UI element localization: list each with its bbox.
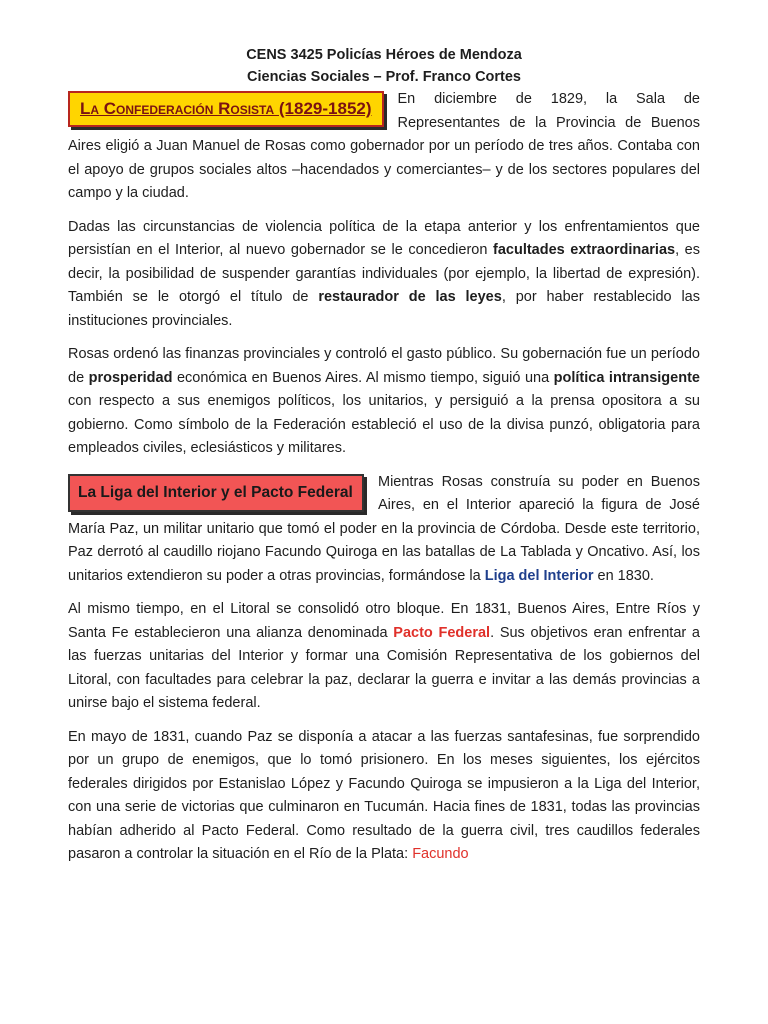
paragraph-text: En diciembre de 1829, la Sala de Representantes de la Provincia de Buenos Aires eligió a Juan Manuel de Rosas como gobernador por un período de tres años. Contaba con el apoyo de grupos sociales altos –hacendados y comerciantes– y de los sectores populares del campo y la ciudad. — [68, 91, 700, 201]
paragraph — [68, 726, 700, 867]
section-confederacion-rosista — [68, 88, 700, 461]
paragraph-text: , es decir, la posibilidad de suspender garantías individuales (por ejemplo, la libertad de expresión). También se le otorgó el título de — [68, 242, 701, 305]
paragraph-text: Rosas ordenó las finanzas provinciales y controló el gasto público. Su gobernación fue un período de — [68, 346, 700, 386]
bold-term: restaurador de las leyes — [318, 289, 502, 305]
paragraph-text: Al mismo tiempo, en el Litoral se consolidó otro bloque. En 1831, Buenos Aires, Entre Ríos y Santa Fe establecieron una alianza denominada — [68, 601, 700, 641]
school-name: CENS 3425 Policías Héroes de Mendoza — [246, 47, 522, 63]
paragraph-text: con respecto a sus enemigos políticos, los unitarios, y persiguió a la prensa opositora a su gobierno. Como símbolo de la Federación estableció el uso de la divisa punzó, obligatoria para empleados civiles, eclesiásticos y militares. — [68, 393, 700, 456]
paragraph-text: En mayo de 1831, cuando Paz se disponía a atacar a las fuerzas santafesinas, fue sorprendido por un grupo de enemigos, que lo tomó prisionero. En los meses siguientes, los ejércitos federales dirigidos por Estanislao López y Facundo Quiroga se impusieron a la Liga del Interior, con una serie de victorias que culminaron en Tucumán. Hacia fines de 1831, todas las provincias habían adherido al Pacto Federal. Como resultado de la guerra civil, tres caudillos federales pasaron a controlar la situación en el Río de la Plata: — [68, 728, 700, 862]
course-and-teacher: Ciencias Sociales – Prof. Franco Cortes — [247, 69, 521, 85]
section-liga-interior — [68, 471, 700, 867]
highlighted-term: Facundo — [412, 846, 469, 862]
document-header — [68, 44, 700, 88]
paragraph — [68, 598, 700, 716]
paragraph-text: Mientras Rosas construía su poder en Buenos Aires, en el Interior apareció la figura de José María Paz, un militar unitario que tomó el poder en la provincia de Córdoba. Desde este territorio, Paz derrotó al caudillo riojano Facundo Quiroga en las batallas de La Tablada y Oncativo. Así, los unitarios extendieron su poder a otras provincias, formándose la — [68, 473, 700, 584]
paragraph — [68, 216, 700, 334]
paragraph-text: , por haber restablecido las instituciones provinciales. — [68, 289, 700, 329]
highlighted-term: Pacto Federal — [393, 624, 491, 641]
paragraph-text: . Sus objetivos eran enfrentar a las fuerzas unitarias del Interior y formar una Comisión Representativa de los gobiernos del Litoral, con facultades para celebrar la paz, declarar la guerra e invitar a las demás provincias a unirse bajo el sistema federal. — [68, 624, 700, 711]
paragraph-text: económica en Buenos Aires. Al mismo tiempo, siguió una — [172, 369, 554, 386]
paragraph — [68, 343, 700, 461]
bold-term: política intransigente — [553, 369, 700, 386]
bold-term: prosperidad — [88, 369, 173, 386]
paragraph-text: Dadas las circunstancias de violencia política de la etapa anterior y los enfrentamientos que persistían en el Interior, al nuevo gobernador se le concedieron — [68, 218, 700, 258]
highlighted-term: Liga del Interior — [484, 567, 594, 584]
paragraph-text: en 1830. — [593, 567, 654, 584]
bold-term: facultades extraordinarias — [493, 242, 676, 258]
section-title-liga: La Liga del Interior y el Pacto Federal — [68, 474, 364, 512]
section-title-confederacion: La Confederación Rosista (1829-1852) — [68, 91, 384, 127]
